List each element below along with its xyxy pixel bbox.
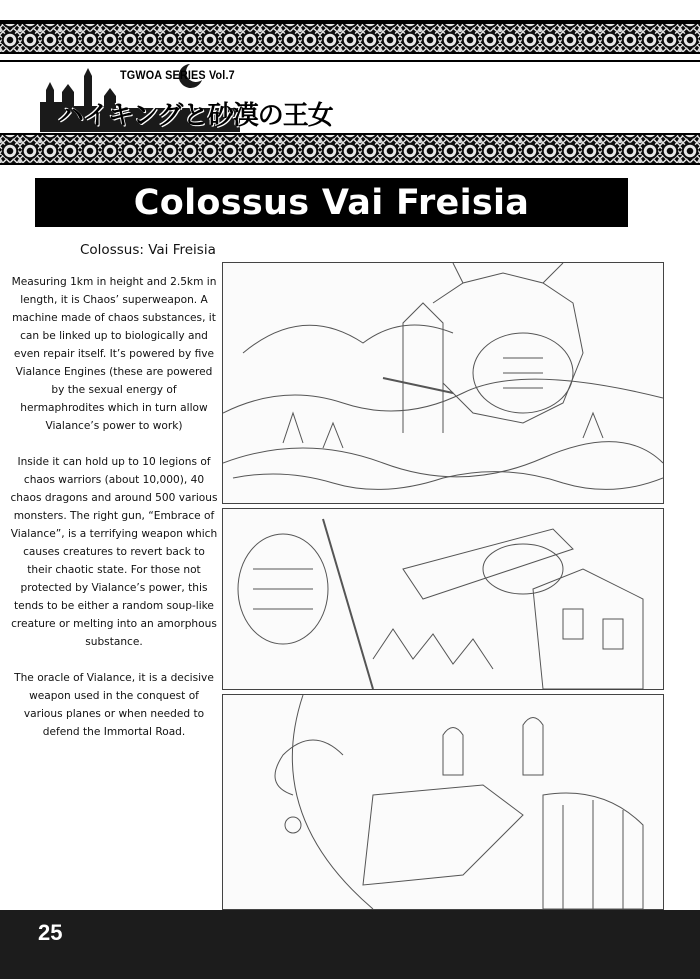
section-subtitle: Colossus: Vai Freisia	[80, 242, 216, 258]
paragraph: Inside it can hold up to 10 legions of chaos warriors (about 10,000), 40 chaos dragons and around 500 various monsters. The right gun, “Embrace of Vialance”, is a terrifying weapon which causes creatures to revert back to their chaotic state. For those not protected by Vialance’s power, this tends to be either a random soup-like creature or melting into an amorphous substance.	[10, 456, 218, 648]
illustration-panel-fortress	[222, 694, 664, 910]
description-text	[10, 273, 218, 759]
colossus-sketch	[223, 263, 663, 503]
series-label: TGWOA SERIES Vol.7	[120, 68, 235, 82]
illustration-panel-colossus-city	[222, 262, 664, 504]
paragraph: Measuring 1km in height and 2.5km in length, it is Chaos’ superweapon. A machine made of chaos substances, it can be linked up to biologically and even repair itself. It’s powered by five Vialance Engines (these are powered by the sexual energy of hermaphrodites which in turn allow Vialance’s power to work)	[11, 276, 217, 432]
paragraph: The oracle of Vialance, it is a decisive weapon used in the conquest of various planes or when needed to defend the Immortal Road.	[14, 672, 214, 738]
bottom-ornament-band	[0, 133, 700, 165]
battle-sketch	[223, 509, 663, 689]
fortress-sketch	[223, 695, 663, 909]
top-ornament-band	[0, 22, 700, 54]
illustration-panel-battle	[222, 508, 664, 690]
page-number: 25	[38, 920, 63, 945]
page-title: Colossus Vai Freisia	[35, 178, 628, 227]
page-footer	[0, 910, 700, 979]
series-logo-text: ハイキングと砂漠の王女	[58, 101, 333, 131]
